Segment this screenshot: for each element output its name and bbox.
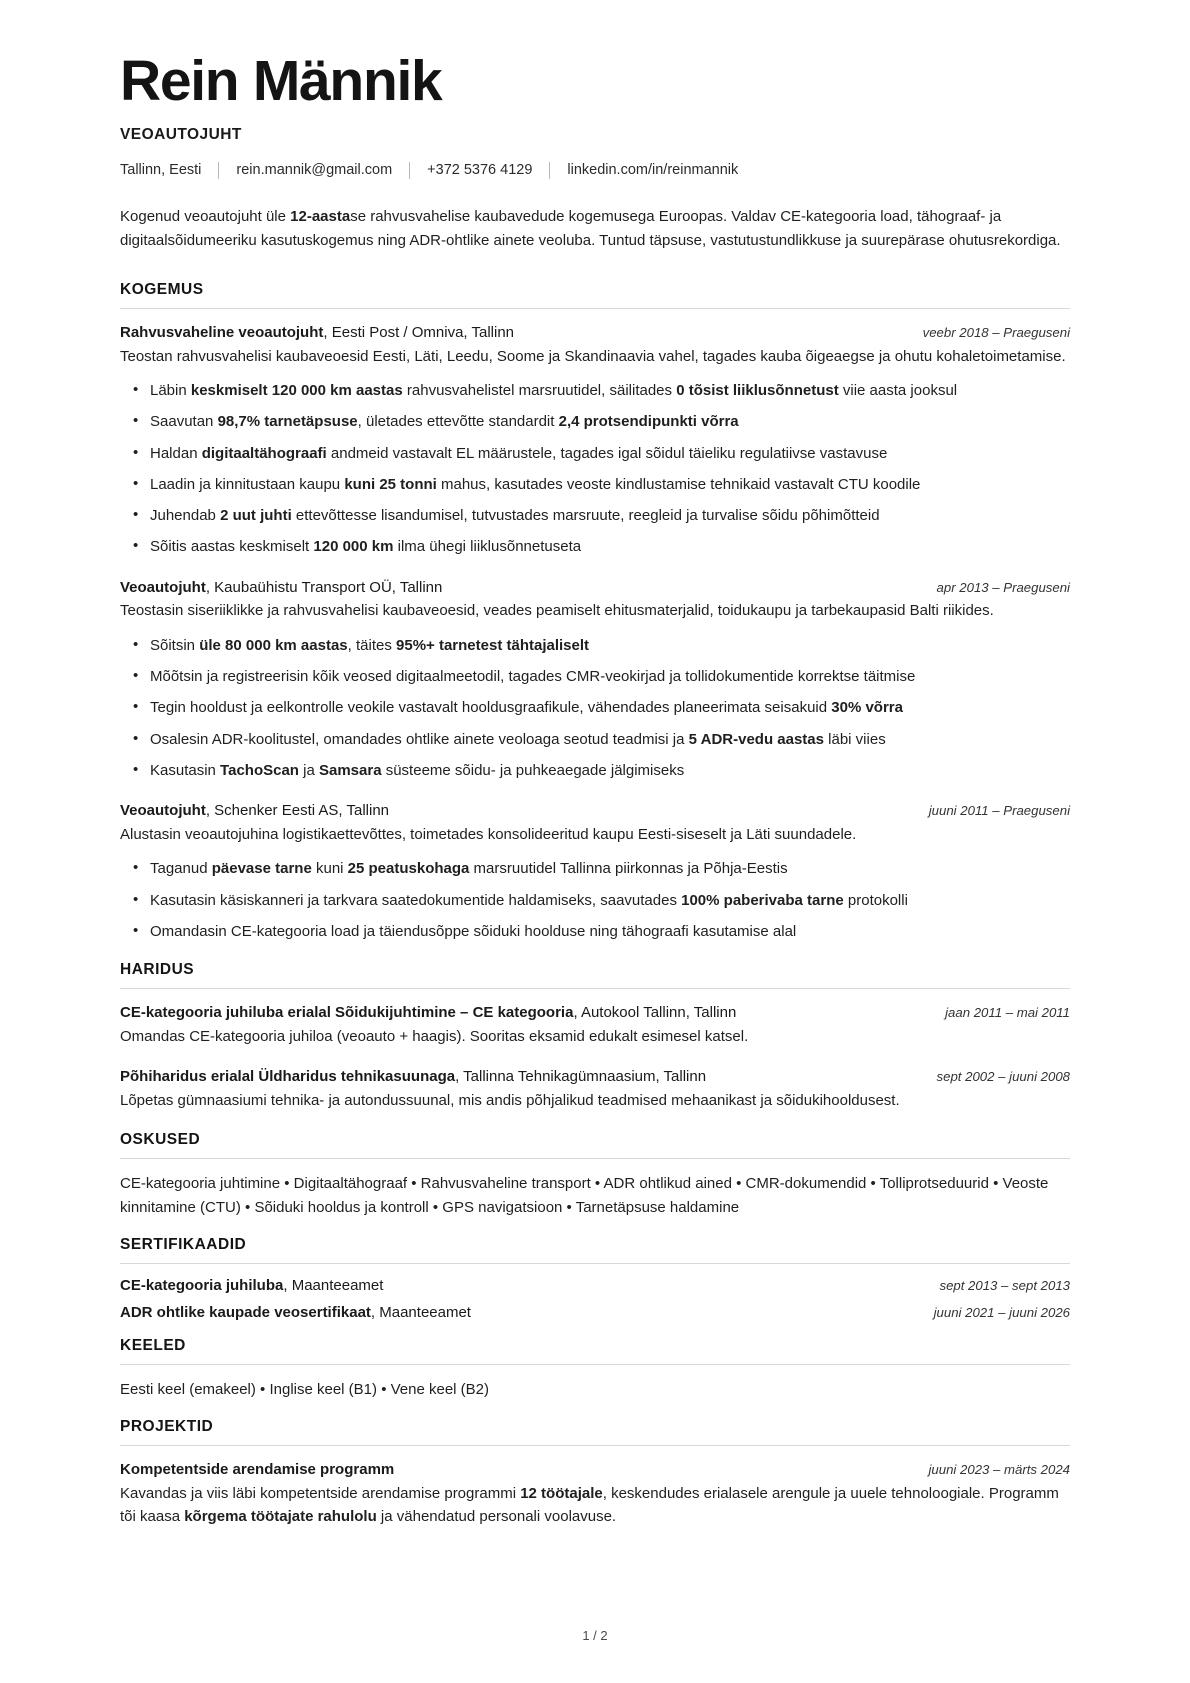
entry-header [120, 1459, 1070, 1481]
list-item: • Mõõtsin ja registreerisin kõik veosed digitaalmeetodil, tagades CMR-veokirjad ja tollidokumentide korrektse täitmise [150, 665, 1070, 688]
experience-entry [120, 322, 1070, 559]
education-section [120, 961, 1070, 1113]
certificates-section [120, 1236, 1070, 1321]
contact-item: +372 5376 4129 [427, 162, 533, 179]
contact-separator [218, 162, 219, 179]
list-item: • Omandasin CE-kategooria load ja täiendusõppe sõiduki hoolduse ning tähograafi kasutamise alal [150, 920, 1070, 943]
certificates-list [120, 1277, 1070, 1321]
certificates-section-title: SERTIFIKAADID [120, 1236, 247, 1254]
list-item: • Kasutasin käsiskanneri ja tarkvara saatedokumentide haldamiseks, saavutades 100% paberivaba tarne protokolli [150, 889, 1070, 912]
education-date-range: jaan 2011 – mai 2011 [945, 1005, 1070, 1021]
certificate-name-issuer: CE-kategooria juhiluba, Maanteeamet [120, 1277, 384, 1295]
experience-entry [120, 577, 1070, 783]
languages-section-title: KEELED [120, 1337, 186, 1355]
contact-item[interactable]: rein.mannik@gmail.com [236, 162, 393, 179]
entry-header [120, 800, 1070, 822]
list-item: • Laadin ja kinnitustaan kaupu kuni 25 tonni mahus, kasutades veoste kindlustamise tehnikaid vastavalt CTU koodile [150, 473, 1070, 496]
experience-list [120, 322, 1070, 943]
job-description: Teostasin siseriiklikke ja rahvusvahelisi kaubaveoesid, veades peamiselt ehitusmaterjalid, toidukaupu ja tarbekaupasid Balti riikides. [120, 602, 994, 620]
entry-header [120, 577, 1070, 599]
list-item: • Taganud päevase tarne kuni 25 peatuskohaga marsruutidel Tallinna piirkonnas ja Põhja-Eestis [150, 857, 1070, 880]
experience-entry [120, 800, 1070, 943]
page-indicator: 1 / 2 [582, 1628, 608, 1643]
divider [120, 1158, 1070, 1159]
project-entry [120, 1459, 1070, 1528]
list-item: • Osalesin ADR-koolitustel, omandades ohtlike ainete veoloaga seotud teadmisi ja 5 ADR-vedu aastas läbi viies [150, 728, 1070, 751]
education-list [120, 1002, 1070, 1113]
divider [120, 1364, 1070, 1365]
certificate-entry [120, 1277, 1070, 1294]
divider [120, 308, 1070, 309]
professional-summary: Kogenud veoautojuht üle 12-aastase rahvusvahelise kaubavedude kogemusega Euroopas. Valdav CE-kategooria load, tähograaf- ja digitaalsõidumeeriku kasutuskogemus ning ADR-ohtlike ainete veoluba. Tuntud täpsuse, vastutustundlikkuse ja suurepärase ohutusrekordiga. [120, 207, 1061, 249]
experience-section [120, 281, 1070, 943]
education-degree-school: CE-kategooria juhiluba erialal Sõidukijuhtimine – CE kategooria, Autokool Tallinn, Tallinn [120, 1004, 737, 1022]
education-entry [120, 1002, 1070, 1048]
contact-line [120, 162, 1070, 179]
list-item: • Juhendab 2 uut juhti ettevõttesse lisandumisel, tutvustades marsruute, reegleid ja turvalise sõidu põhimõtteid [150, 504, 1070, 527]
resume-header [120, 49, 1070, 253]
divider [120, 988, 1070, 989]
list-item: • Läbin keskmiselt 120 000 km aastas rahvusvahelistel marsruutidel, säilitades 0 tõsist liiklusõnnetust viie aasta jooksul [150, 379, 1070, 402]
list-item: • Sõitsin üle 80 000 km aastas, täites 95%+ tarnetest tähtajaliselt [150, 634, 1070, 657]
education-description: Lõpetas gümnaasiumi tehnika- ja autondussuunal, mis andis põhjalikud teadmised mehaanikast ja sõidukihooldusest. [120, 1092, 900, 1110]
job-date-range: apr 2013 – Praeguseni [936, 579, 1070, 595]
education-section-title: HARIDUS [120, 961, 195, 979]
certificate-date-range: juuni 2021 – juuni 2026 [933, 1305, 1070, 1321]
job-description: Teostan rahvusvahelisi kaubaveoesid Eesti, Läti, Leedu, Soome ja Skandinaavia vahel, tagades kauba õigeaegse ja ohutu kohaletoimetamise. [120, 347, 1066, 365]
project-date-range: juuni 2023 – märts 2024 [928, 1462, 1070, 1478]
certificate-name-issuer: ADR ohtlike kaupade veosertifikaat, Maanteeamet [120, 1304, 471, 1322]
certificate-date-range: sept 2013 – sept 2013 [939, 1278, 1070, 1294]
list-item: • Saavutan 98,7% tarnetäpsuse, ületades ettevõtte standardit 2,4 protsendipunkti võrra [150, 410, 1070, 433]
job-title: VEOAUTOJUHT [120, 125, 242, 143]
summary-highlight: 12-aasta [290, 207, 351, 225]
job-date-range: veebr 2018 – Praeguseni [922, 324, 1070, 340]
projects-section-title: PROJEKTID [120, 1418, 214, 1436]
skills-list: CE-kategooria juhtimine • Digitaaltähograaf • Rahvusvaheline transport • ADR ohtlikud ained • CMR-dokumendid • Tolliprotseduurid • Veoste kinnitamine (CTU) • Sõiduki hooldus ja kontroll • GPS navigatsioon • Tarnetäpsuse haldamine [120, 1174, 1049, 1216]
job-bullet-list [120, 379, 1070, 559]
certificate-entry [120, 1304, 1070, 1321]
job-description: Alustasin veoautojuhina logistikaettevõttes, toimetades konsolideeritud kaupu Eesti-siseselt ja Läti suundadele. [120, 825, 857, 843]
job-bullet-list [120, 857, 1070, 943]
list-item: • Tegin hooldust ja eelkontrolle veokile vastavalt hooldusgraafikule, vähendades planeerimata seisakuid 30% võrra [150, 696, 1070, 719]
languages-list: Eesti keel (emakeel) • Inglise keel (B1) • Vene keel (B2) [120, 1381, 490, 1399]
list-item: • Sõitis aastas keskmiselt 120 000 km ilma ühegi liiklusõnnetuseta [150, 535, 1070, 558]
education-date-range: sept 2002 – juuni 2008 [936, 1069, 1070, 1085]
skills-section [120, 1131, 1070, 1221]
project-name: Kompetentside arendamise programm [120, 1461, 395, 1479]
page-title: Rein Männik [120, 49, 442, 113]
languages-section [120, 1337, 1070, 1402]
job-role-company: Veoautojuht, Schenker Eesti AS, Tallinn [120, 802, 390, 820]
divider [120, 1263, 1070, 1264]
list-item: • Kasutasin TachoScan ja Samsara süsteeme sõidu- ja puhkeaegade jälgimiseks [150, 759, 1070, 782]
contact-separator [549, 162, 550, 179]
project-description: Kavandas ja viis läbi kompetentside arendamise programmi 12 töötajale, keskendudes erialasele arengule ja uuele tehnoloogiale. Programm tõi kaasa kõrgema töötajate rahulolu ja vähendatud personali voolavuse. [120, 1485, 1059, 1525]
contact-separator [409, 162, 410, 179]
education-degree-school: Põhiharidus erialal Üldharidus tehnikasuunaga, Tallinna Tehnikagümnaasium, Tallinn [120, 1068, 707, 1086]
education-description: Omandas CE-kategooria juhiloa (veoauto + haagis). Sooritas eksamid edukalt esimesel katsel. [120, 1027, 749, 1045]
job-role-company: Rahvusvaheline veoautojuht, Eesti Post / Omniva, Tallinn [120, 323, 515, 341]
contact-item: Tallinn, Eesti [120, 162, 202, 179]
education-entry [120, 1066, 1070, 1112]
contact-item[interactable]: linkedin.com/in/reinmannik [567, 162, 739, 179]
list-item: • Haldan digitaaltähograafi andmeid vastavalt EL määrustele, tagades igal sõidul täieliku regulatiivse vastavuse [150, 442, 1070, 465]
skills-section-title: OSKUSED [120, 1130, 201, 1148]
entry-header [120, 1066, 1070, 1088]
projects-section [120, 1418, 1070, 1528]
entry-header [120, 322, 1070, 344]
divider [120, 1445, 1070, 1446]
entry-header [120, 1002, 1070, 1024]
experience-section-title: KOGEMUS [120, 280, 204, 298]
projects-list [120, 1459, 1070, 1528]
job-bullet-list [120, 634, 1070, 782]
job-date-range: juuni 2011 – Praeguseni [928, 803, 1070, 819]
job-role-company: Veoautojuht, Kaubaühistu Transport OÜ, Tallinn [120, 578, 443, 596]
